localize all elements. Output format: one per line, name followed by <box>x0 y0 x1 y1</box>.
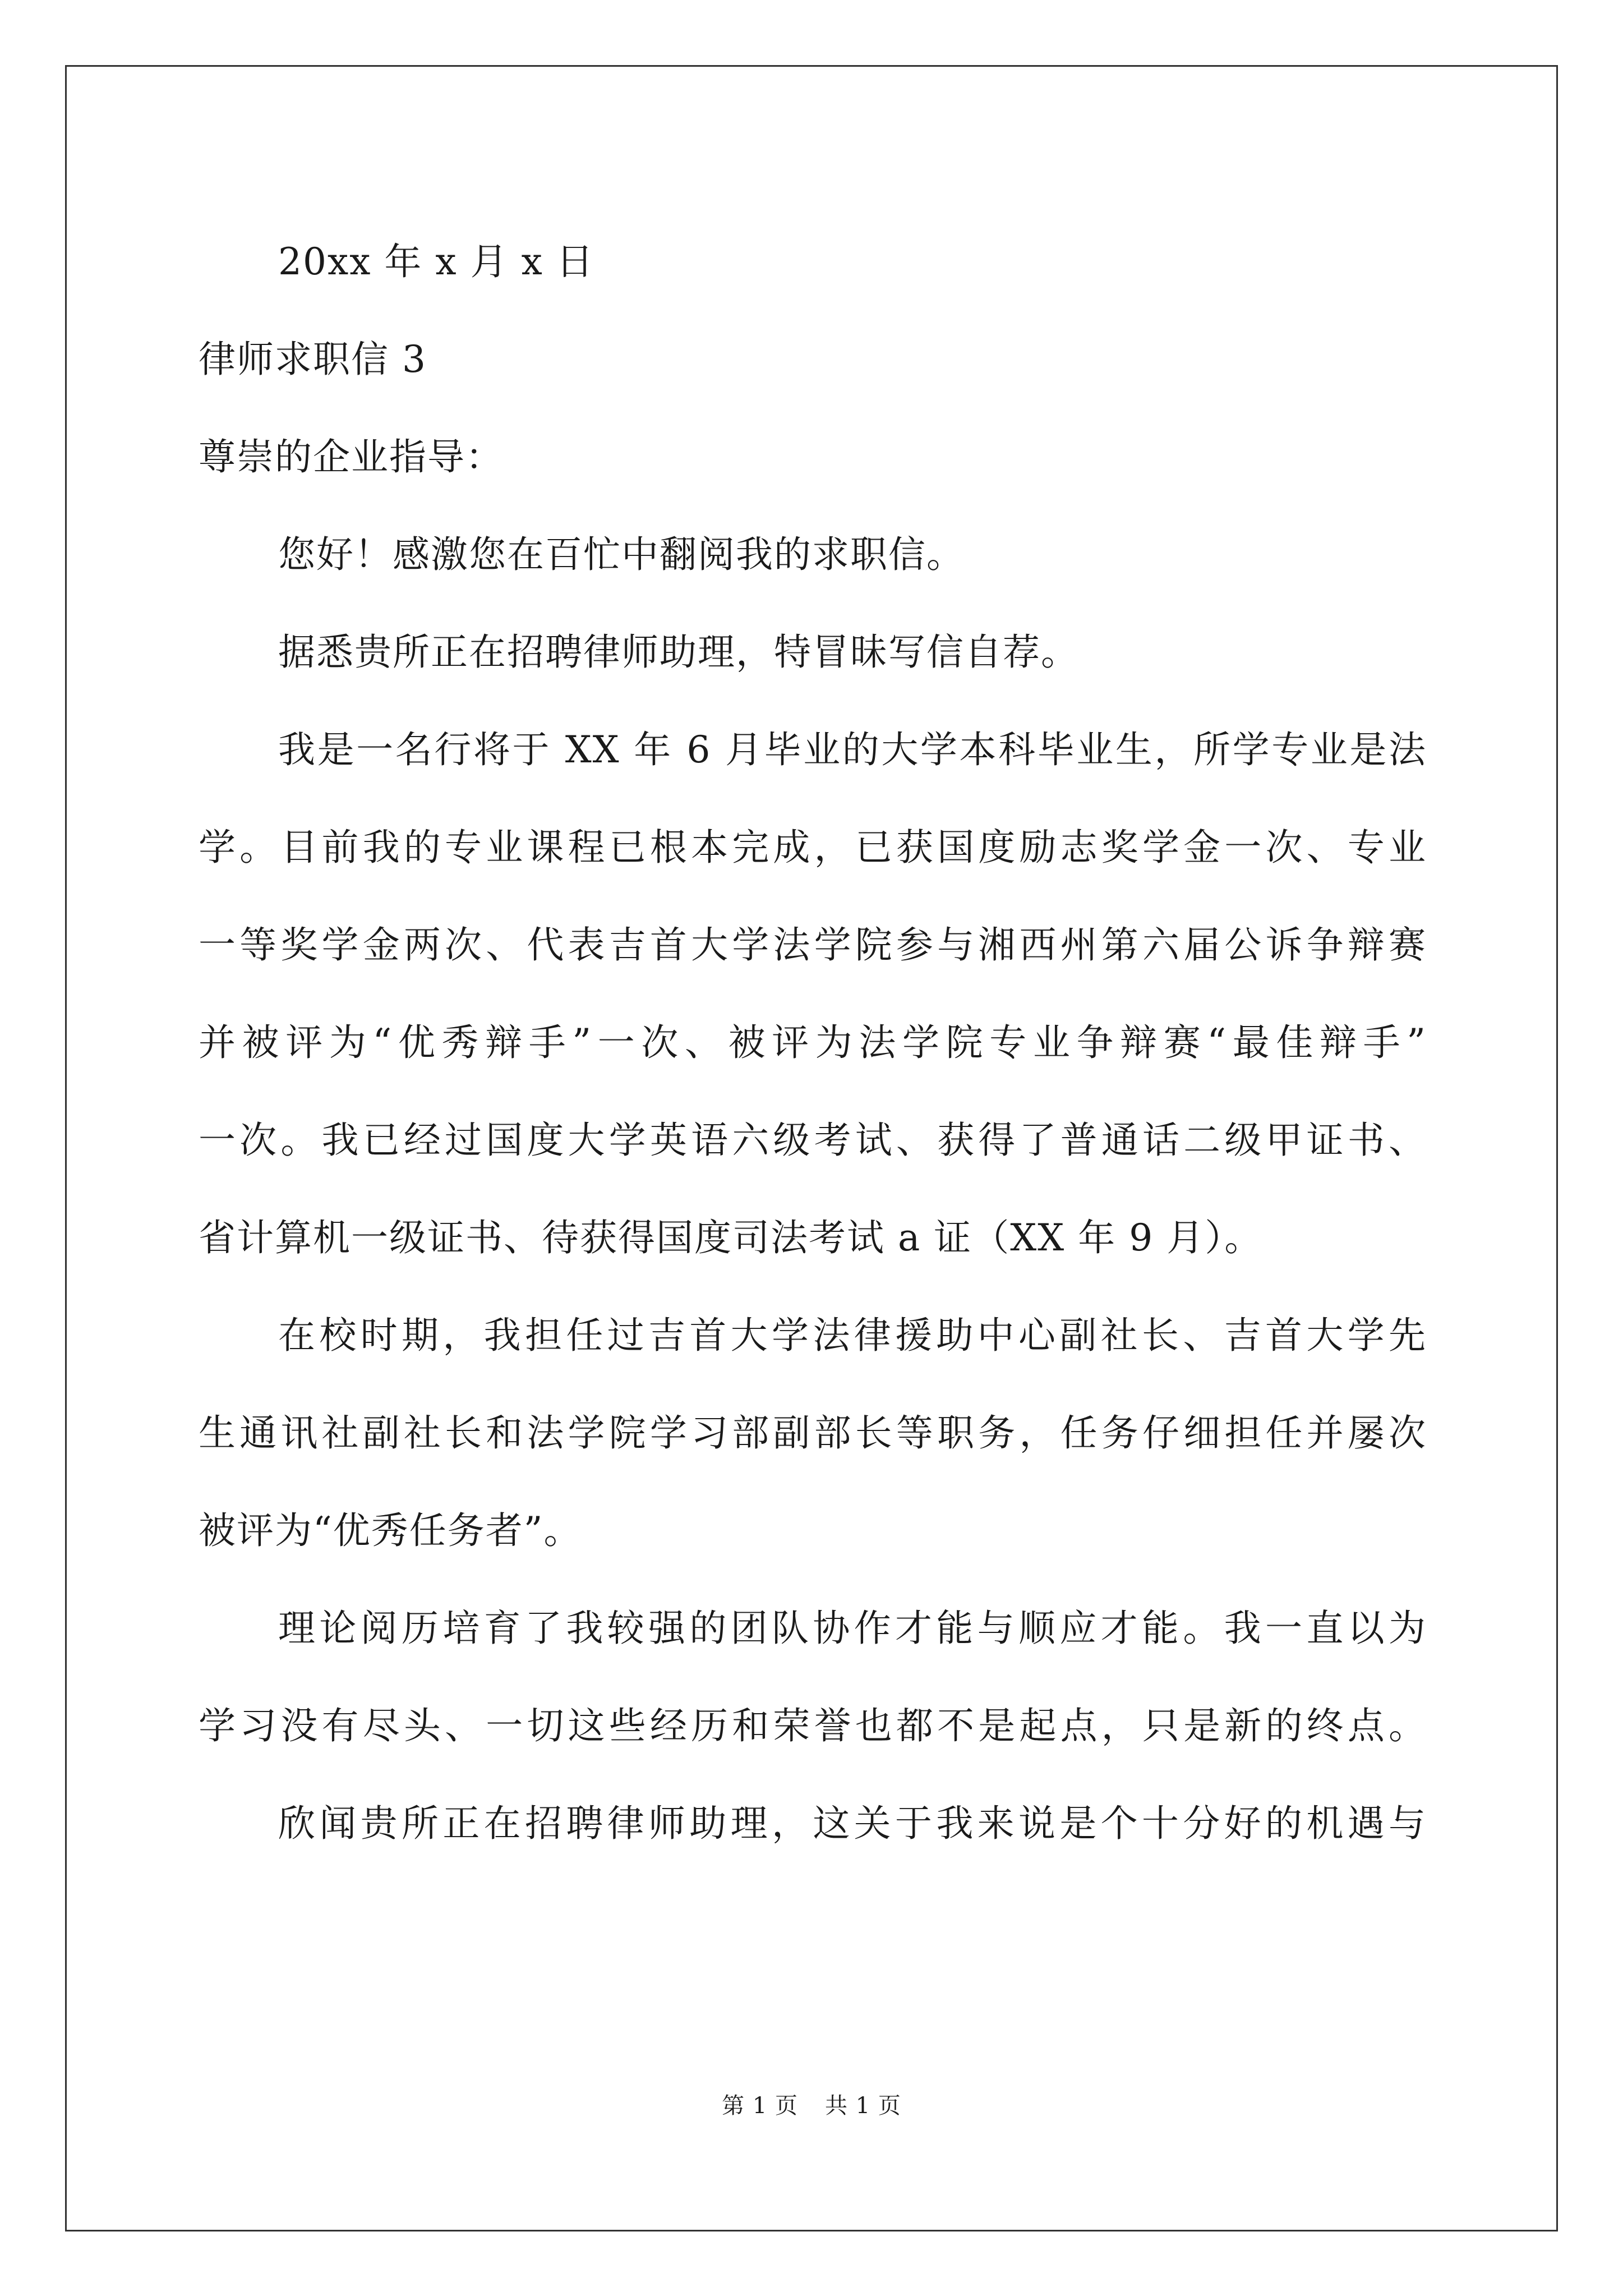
paragraph-line: 在校时期，我担任过吉首大学法律援助中心副社长、吉首大学先 <box>278 1314 1427 1357</box>
paragraph-line: 我是一名行将于 XX 年 6 月毕业的大学本科毕业生，所学专业是法 <box>278 728 1427 771</box>
date-line: 20xx 年 x 月 x 日 <box>278 240 594 283</box>
paragraph-line: 一次。我已经过国度大学英语六级考试、获得了普通话二级甲证书、 <box>199 1119 1427 1162</box>
paragraph-line: 省计算机一级证书、待获得国度司法考试 a 证（XX 年 9 月）。 <box>199 1216 1263 1259</box>
paragraph-line: 学习没有尽头、一切这些经历和荣誉也都不是起点，只是新的终点。 <box>199 1704 1427 1747</box>
letter-title: 律师求职信 3 <box>199 338 427 381</box>
paragraph-line: 一等奖学金两次、代表吉首大学法学院参与湘西州第六届公诉争辩赛 <box>199 923 1427 967</box>
paragraph-line: 理论阅历培育了我较强的团队协作才能与顺应才能。我一直以为 <box>278 1607 1427 1650</box>
paragraph-line: 被评为“优秀任务者”。 <box>199 1509 582 1552</box>
page-total: 共 1 页 <box>825 2093 901 2119</box>
document-body <box>199 213 1427 1872</box>
paragraph-line: 欣闻贵所正在招聘律师助理，这关于我来说是个十分好的机遇与 <box>278 1802 1427 1845</box>
paragraph-line: 生通讯社副社长和法学院学习部副部长等职务，任务仔细担任并屡次 <box>199 1411 1427 1455</box>
page-number: 第 1 页 <box>722 2093 798 2119</box>
paragraph-line: 据悉贵所正在招聘律师助理，特冒昧写信自荐。 <box>278 631 1079 674</box>
paragraph-line: 学。目前我的专业课程已根本完成，已获国度励志奖学金一次、专业 <box>199 826 1427 869</box>
paragraph-line: 并被评为“优秀辩手”一次、被评为法学院专业争辩赛“最佳辩手” <box>199 1021 1427 1064</box>
salutation: 尊崇的企业指导： <box>199 435 504 478</box>
page-footer <box>0 2088 1623 2120</box>
paragraph-line: 您好！感激您在百忙中翻阅我的求职信。 <box>278 533 965 576</box>
